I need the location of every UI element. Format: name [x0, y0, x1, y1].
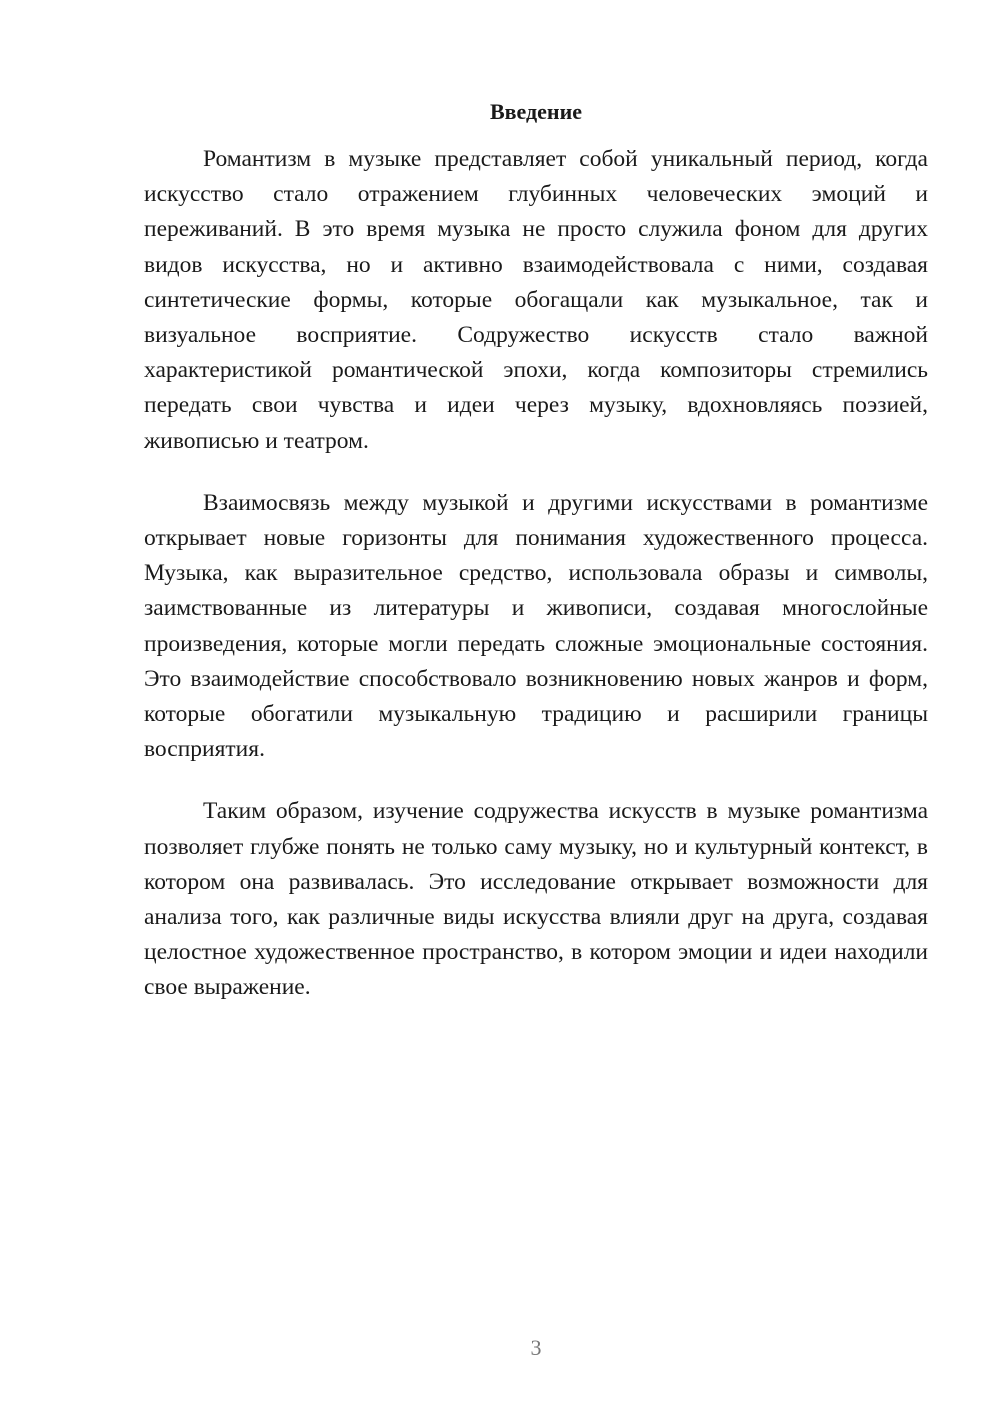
- paragraph-1: Романтизм в музыке представляет собой уникальный период, когда искусство стало отражением глубинных человеческих эмоций и переживаний. В это время музыка не просто служила фоном для других видов искусства, но и активно взаимодействовала с ними, создавая синтетические формы, которые обогащали как музыкальное, так и визуальное восприятие. Содружество искусств стало важной характеристикой романтической эпохи, когда композиторы стремились передать свои чувства и идеи через музыку, вдохновляясь поэзией, живописью и театром.: [144, 146, 928, 454]
- section-heading: Введение: [489, 99, 583, 124]
- paragraph-2: Взаимосвязь между музыкой и другими искусствами в романтизме открывает новые горизонты для понимания художественного процесса. Музыка, как выразительное средство, использовала образы и символы, заимствованные из литературы и живописи, создавая многослойные произведения, которые могли передать сложные эмоциональные состояния. Это взаимодействие способствовало возникновению новых жанров и форм, которые обогатили музыкальную традицию и расширили границы восприятия.: [144, 489, 928, 763]
- paragraph-3: Таким образом, изучение содружества искусств в музыке романтизма позволяет глубже понять не только саму музыку, но и культурный контекст, в котором она развивалась. Это исследование открывает возможности для анализа того, как различные виды искусства влияли друг на друга, создавая целостное художественное пространство, в котором эмоции и идеи находили свое выражение.: [144, 798, 928, 1001]
- page-number: 3: [530, 1335, 542, 1360]
- body-text: [144, 142, 928, 1006]
